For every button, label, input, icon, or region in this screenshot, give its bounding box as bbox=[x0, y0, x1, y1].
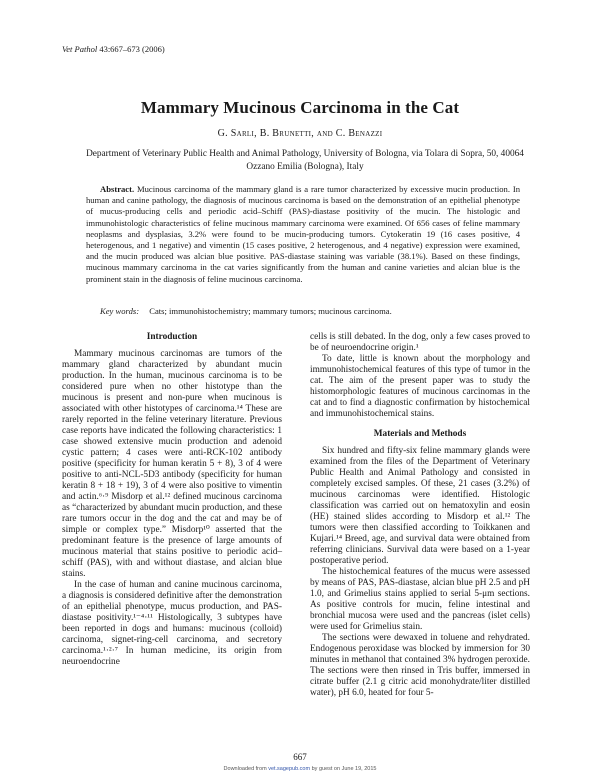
methods-paragraph-3: The sections were dewaxed in toluene and rehydrated. Endogenous peroxidase was blocked by immersion for 30 minutes in methanol that contained 3% hydrogen peroxide. The sections were then rinsed in Tris buffer, immersed in citrate buffer (2.1 g citric acid monohydrate/liter distilled water), pH 6.0, heated for four 5- bbox=[310, 633, 530, 698]
abstract-text: Mucinous carcinoma of the mammary gland is a rare tumor characterized by excessive mucin production. In human and canine pathology, the diagnosis of mucinous carcinoma is based on the demonstration of an epithelial phenotype of mucus-producing cells and periodic acid–Schiff (PAS)-diastase positivity of the mucin. The histologic and immunohistologic characteristics of feline mucinous mammary carcinoma were examined. Of 656 cases of feline mammary neoplasms and dysplasias, 3.2% were found to be mucin-producing tumors. Cytokeratin 19 (16 cases positive, 4 heterogenous, and 1 negative) and vimentin (15 cases positive, 2 heterogenous, and 4 negative) expression were examined, and the mucin produced was alcian blue positive. PAS-diastase staining was variable (38.1%). Based on these findings, mucinous mammary carcinoma in the cat varies significantly from the human and canine varieties and alcian blue is the prominent stain in the diagnosis of feline mucinous carcinoma. bbox=[86, 184, 520, 284]
aim-paragraph: To date, little is known about the morphology and immunohistochemical features of this type of tumor in the cat. The aim of the present paper was to study the histomorphologic features of mucinous carcinomas in the cat and to find a diagnostic confirmation by histochemical and immunohistochemical stains. bbox=[310, 354, 530, 419]
right-column bbox=[310, 332, 530, 699]
download-link[interactable]: vet.sagepub.com bbox=[268, 766, 311, 772]
volume-pages: 43:667–673 (2006) bbox=[99, 44, 165, 54]
abstract bbox=[86, 184, 520, 285]
download-suffix: by guest on June 19, 2015 bbox=[311, 766, 377, 772]
affiliation: Department of Veterinary Public Health and Animal Pathology, University of Bologna, via Tolara di Sopra, 50, 40064 Ozzano Emilia (Bologna), Italy bbox=[86, 149, 524, 172]
keywords-text: Cats; immunohistochemistry; mammary tumors; mucinous carcinoma. bbox=[149, 306, 392, 316]
intro-paragraph-2: In the case of human and canine mucinous carcinoma, a diagnosis is considered definitive after the demonstration of an epithelial phenotype, mucus production, and PAS-diastase positivity.¹⁻⁴·¹¹ Histologically, 3 subtypes have been reported in dogs and humans: mucinous (colloid) carcinoma, signet-ring-cell carcinoma, and secretory carcinoma.¹·²·⁷ In human medicine, its origin from neuroendocrine bbox=[62, 580, 282, 667]
methods-paragraph-1: Six hundred and fifty-six feline mammary glands were examined from the files of the Department of Veterinary Public Health and Animal Pathology and consisted in completely excised samples. Of these, 21 cases (3.2%) of mucinous carcinomas were identified. Histologic classification was carried out on hematoxylin and eosin (HE) stained slides according to Misdorp et al.¹² The tumors were then classified according to Toikkanen and Kujari.¹⁴ Breed, age, and survival data were obtained from referring clinicians. Survival data were based on a 1-year postoperative period. bbox=[310, 446, 530, 566]
introduction-heading: Introduction bbox=[146, 332, 198, 342]
download-prefix: Downloaded from bbox=[223, 766, 267, 772]
keywords bbox=[100, 306, 520, 316]
journal-citation bbox=[62, 44, 165, 54]
methods-heading: Materials and Methods bbox=[373, 429, 467, 439]
keywords-label: Key words: bbox=[100, 306, 140, 316]
continued-paragraph: cells is still debated. In the dog, only a few cases proved to be of neuroendocrine origin.¹ bbox=[310, 332, 530, 353]
intro-paragraph-1: Mammary mucinous carcinomas are tumors of the mammary gland characterized by abundant mucin production. In the human, mucinous carcinoma is to be considered pure when no other histotype than the mucinous is present and non-pure when mucinous is associated with other histotypes of carcinoma.¹⁴ These are rarely reported in the feline veterinary literature. Previous case reports have indicated the following characteristics: 1 case showed extensive mucin production and adenoid cystic pattern; 4 cases were anti-RCK-102 antibody positive (specificity for human keratin 5 + 8), 3 of 4 were positive to anti-NCL-5D3 antibody (specificity for human keratin 8 + 18 + 19), 3 of 4 were also positive to vimentin and actin.⁶·⁹ Misdorp et al.¹² defined mucinous carcinoma as “characterized by abundant mucin production, and these rare tumors occur in the dog and the cat and may be of simple or complex type.” Misdorp¹⁰ asserted that the predominant feature is the presence of large amounts of mucinous material that stains positive to periodic acid–schiff (PAS), with and without diastase, and alcian blue stains. bbox=[62, 349, 282, 579]
author-list: G. Sarli, B. Brunetti, and C. Benazzi bbox=[217, 128, 383, 139]
article-title: Mammary Mucinous Carcinoma in the Cat bbox=[140, 98, 460, 117]
journal-name: Vet Pathol bbox=[62, 44, 98, 54]
download-notice bbox=[0, 766, 600, 772]
abstract-label: Abstract. bbox=[100, 184, 135, 194]
left-column bbox=[62, 332, 282, 668]
methods-paragraph-2: The histochemical features of the mucus were assessed by means of PAS, PAS-diastase, alcian blue pH 2.5 and pH 1.0, and Grimelius stains applied to serial 5-μm sections. As positive controls for mucin, feline intestinal and bronchial mucosa were used and the pancreas (islet cells) were used for Grimelius stain. bbox=[310, 567, 530, 632]
page-number: 667 bbox=[293, 752, 307, 762]
